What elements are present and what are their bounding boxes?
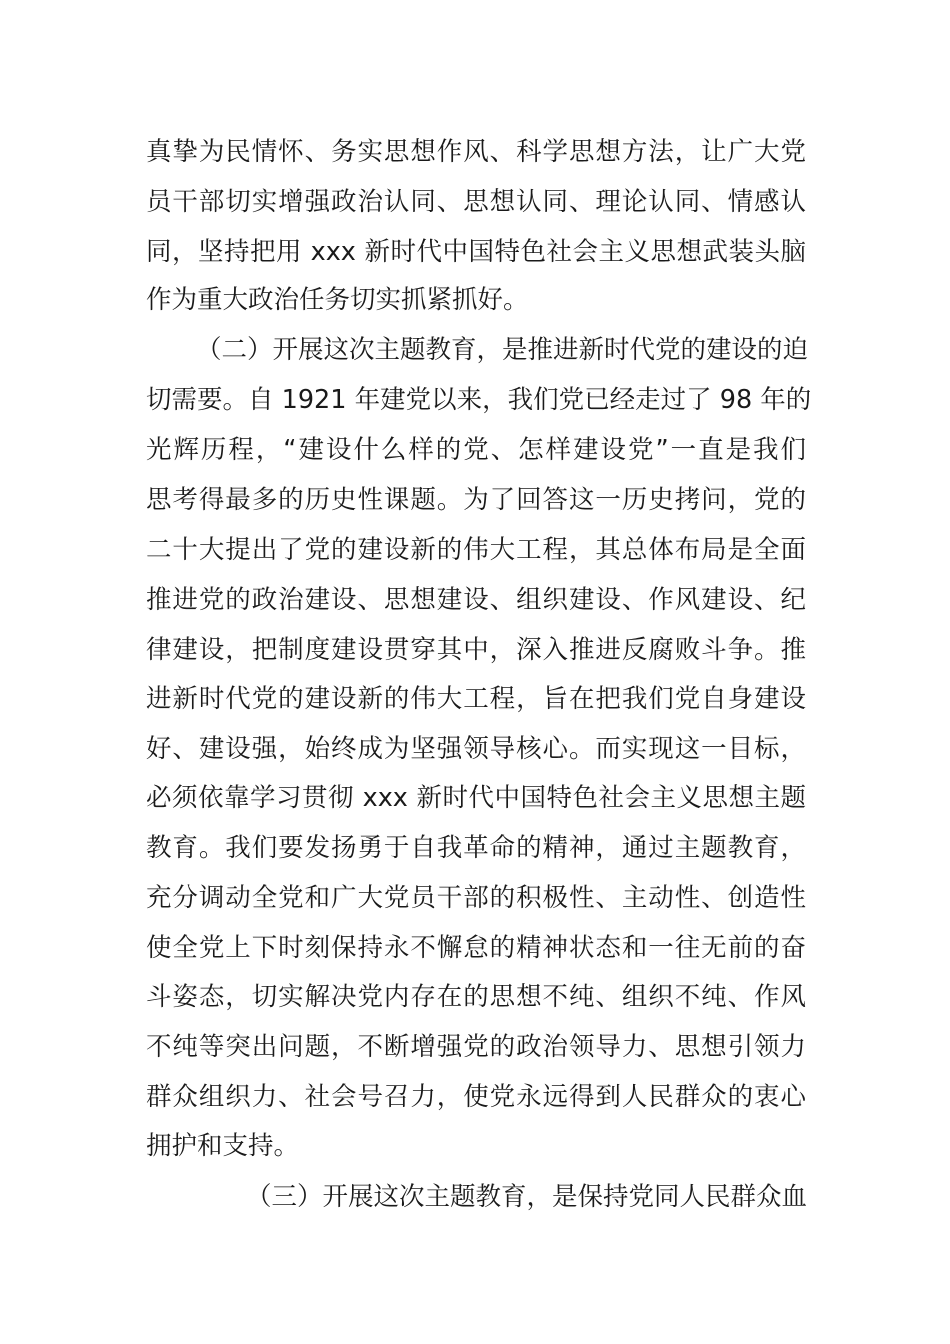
text-line: 充分调动全党和广大党员干部的积极性、主动性、创造性 (146, 883, 806, 913)
text-line: 真挚为民情怀、务实思想作风、科学思想方法，让广大党 (146, 137, 806, 167)
text-line: 群众组织力、社会号召力，使党永远得到人民群众的衷心 (146, 1082, 806, 1112)
paragraph-heading-3: （三）开展这次主题教育，是保持党同人民群众血 (246, 1182, 808, 1212)
text-line: 推进党的政治建设、思想建设、组织建设、作风建设、纪 (146, 585, 806, 615)
text-line: 必须依靠学习贯彻 xxx 新时代中国特色社会主义思想主题 (146, 783, 806, 813)
paragraph-heading-2: （二）开展这次主题教育，是推进新时代党的建设的迫 (196, 335, 809, 365)
text-line: 斗姿态，切实解决党内存在的思想不纯、组织不纯、作风 (146, 982, 806, 1012)
text-line: 进新时代党的建设新的伟大工程，旨在把我们党自身建设 (146, 684, 806, 714)
text-line: 光辉历程，“建设什么样的党、怎样建设党”一直是我们 (146, 435, 806, 465)
text-line: 同，坚持把用 xxx 新时代中国特色社会主义思想武装头脑 (146, 237, 806, 267)
text-line: 切需要。自 1921 年建党以来，我们党已经走过了 98 年的 (146, 385, 812, 415)
text-line: 拥护和支持。 (146, 1131, 300, 1161)
text-line: 律建设，把制度建设贯穿其中，深入推进反腐败斗争。推 (146, 635, 806, 665)
text-line: 不纯等突出问题，不断增强党的政治领导力、思想引领力 (146, 1032, 806, 1062)
text-line: 好、建设强，始终成为坚强领导核心。而实现这一目标， (146, 734, 806, 764)
text-line: 教育。我们要发扬勇于自我革命的精神，通过主题教育， (146, 833, 806, 863)
text-line: 使全党上下时刻保持永不懈怠的精神状态和一往无前的奋 (146, 933, 806, 963)
text-line: 思考得最多的历史性课题。为了回答这一历史拷问，党的 (146, 485, 806, 515)
text-line: 员干部切实增强政治认同、思想认同、理论认同、情感认 (146, 187, 806, 217)
text-line: 作为重大政治任务切实抓紧抓好。 (146, 285, 529, 315)
text-line: 二十大提出了党的建设新的伟大工程，其总体布局是全面 (146, 535, 806, 565)
